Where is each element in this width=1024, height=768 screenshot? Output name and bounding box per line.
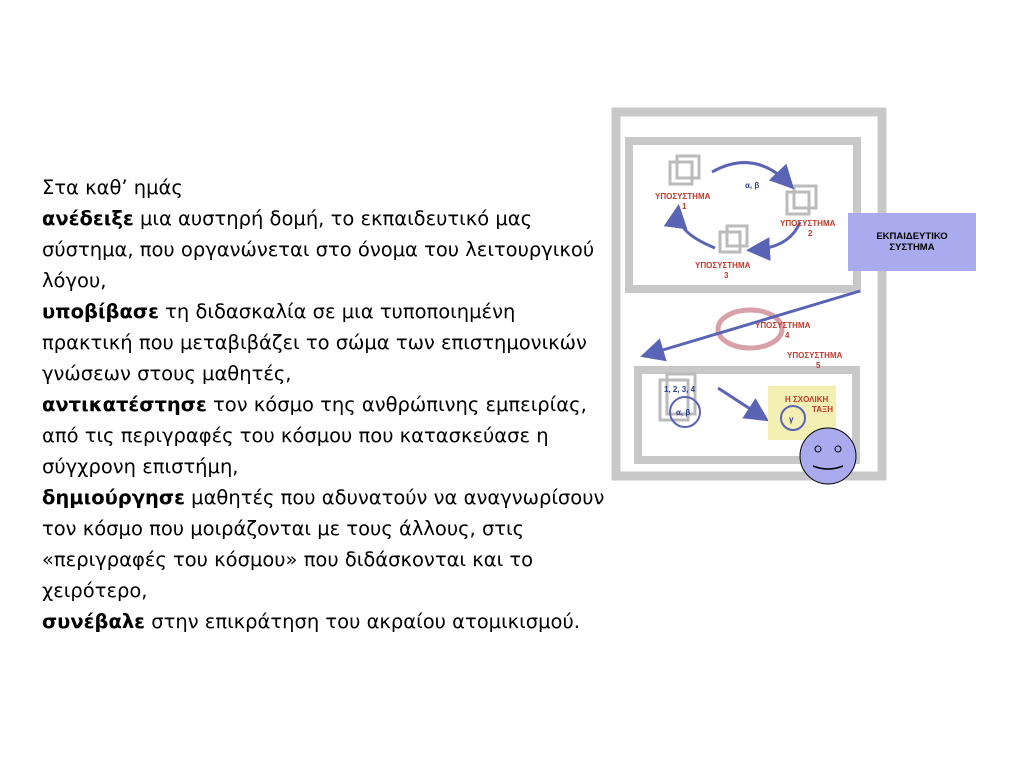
statement-rest: στην επικράτηση του ακραίου ατομικισμού. — [145, 610, 580, 633]
gamma-label: γ — [789, 415, 794, 424]
statement-rest: τον κόσμο της ανθρώπινης εμπειρίας, από τις περιγραφές του κόσμου που κατασκεύασε η σύγχρονη επιστήμη, — [42, 393, 587, 478]
statement-verb: ανέδειξε — [42, 207, 134, 230]
subsystem-2-label: ΥΠΟΣΥΣΤΗΜΑ 2 — [780, 219, 836, 238]
flow-arrow — [718, 388, 764, 418]
statement-rest: μαθητές που αδυνατούν να αναγνωρίσουν τον κόσμο που μοιράζονται με τους άλλους, στις «περιγραφές του κόσμου» που διδάσκονται και το χειρότερο, — [42, 486, 605, 602]
subsystem-5-label: ΥΠΟΣΥΣΤΗΜΑ 5 — [787, 351, 843, 370]
statement-rest: τη διδασκαλία σε μια τυποποιημένη πρακτική που μεταβιβάζει το σώμα των επιστημονικών γνώσεων στους μαθητές, — [42, 300, 587, 385]
subsystem-3-label: ΥΠΟΣΥΣΤΗΜΑ 3 — [695, 261, 751, 280]
statement-rest: μια αυστηρή δομή, το εκπαιδευτικό μας σύστημα, που οργανώνεται στο όνομα του λειτουργικού λόγου, — [42, 207, 595, 292]
subsystem-1-label: ΥΠΟΣΥΣΤΗΜΑ 1 — [655, 192, 711, 211]
alpha-beta-top-label: α, β — [745, 181, 760, 190]
alpha-beta-bottom-label: α, β — [676, 408, 691, 417]
statement-verb: δημιούργησε — [42, 486, 185, 509]
cube-icon — [670, 156, 699, 184]
numbers-label: 1, 2, 3, 4 — [664, 385, 696, 394]
statement-verb: συνέβαλε — [42, 610, 146, 633]
intro-line: Στα καθ’ ημάς — [42, 176, 183, 199]
cube-icon — [720, 226, 747, 252]
statement-verb: αντικατέστησε — [42, 393, 207, 416]
statement-verb: υποβίβασε — [42, 300, 159, 323]
smiley-face-icon — [800, 428, 856, 484]
outer-frame — [616, 112, 882, 476]
school-class-label: Η ΣΧΟΛΙΚΗ ΤΑΞΗ — [785, 395, 833, 414]
subsystem-4-label: ΥΠΟΣΥΣΤΗΜΑ 4 — [755, 321, 811, 340]
cube-icon — [787, 186, 816, 214]
edu-system-label: ΕΚΠΑΙΔΕΥΤΙΚΟ ΣΥΣΤΗΜΑ — [876, 231, 948, 253]
cycle-arrow — [678, 210, 715, 248]
